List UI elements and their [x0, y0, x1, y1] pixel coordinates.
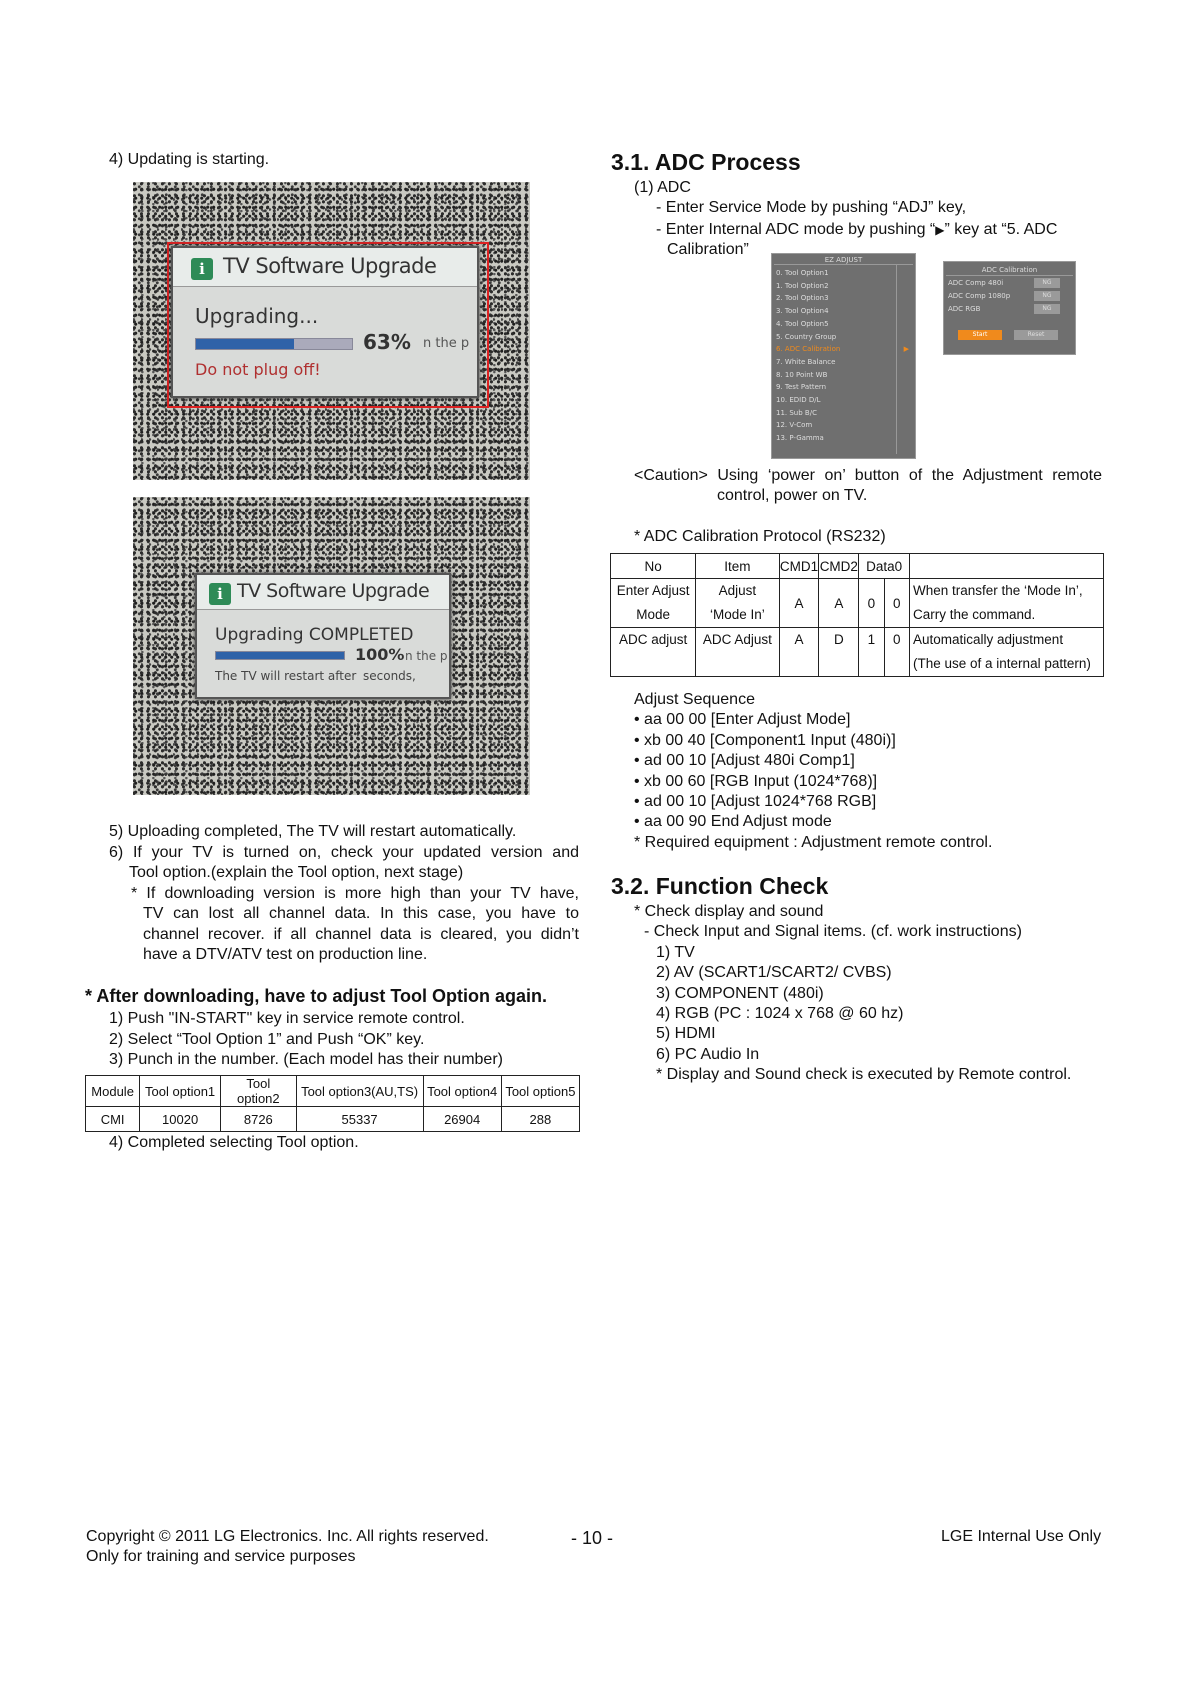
- sequence-item: • xb 00 60 [RGB Input (1024*768)]: [634, 773, 878, 790]
- table-cell: 288: [501, 1107, 579, 1132]
- sequence-item: • aa 00 00 [Enter Adjust Mode]: [634, 711, 851, 728]
- required-equipment: * Required equipment : Adjustment remote control.: [634, 834, 993, 851]
- ez-adjust-item: 13. P-Gamma: [776, 434, 824, 443]
- progress-percent: 63%: [363, 330, 411, 354]
- tool-option-table: [85, 1075, 580, 1132]
- table-cell: D: [819, 628, 859, 677]
- upgrade-status: Upgrading...: [195, 304, 319, 328]
- step-5-text: 5) Uploading completed, The TV will restart automatically.: [109, 823, 517, 840]
- adc-cal-row: ADC Comp 1080p: [948, 292, 1011, 300]
- function-check-item: 5) HDMI: [656, 1025, 716, 1042]
- table-cell: ADC adjust: [611, 628, 696, 677]
- upgrade-progress-bar: [195, 338, 353, 350]
- function-check-item: 3) COMPONENT (480i): [656, 985, 824, 1002]
- ez-adjust-item: 3. Tool Option4: [776, 307, 829, 316]
- ez-adjust-item: 5. Country Group: [776, 332, 837, 341]
- ez-adjust-item: 6. ADC Calibration: [776, 345, 841, 354]
- ez-adjust-item: 9. Test Pattern: [776, 383, 827, 392]
- table-cell: ADC Adjust: [696, 628, 779, 677]
- note-line-2: TV can lost all channel data. In this case, you have to: [143, 905, 579, 922]
- completed-progress-bar: [215, 651, 345, 660]
- step-6-text: 6) If your TV is turned on, check your updated version and: [109, 844, 579, 861]
- table-cell: CMI: [86, 1107, 140, 1132]
- table-row: [86, 1107, 580, 1132]
- ez-adjust-item: 11. Sub B/C: [776, 408, 817, 417]
- warning-text: Do not plug off!: [195, 360, 321, 379]
- dialog-title: TV Software Upgrade: [223, 254, 437, 278]
- dialog-header: [173, 248, 477, 287]
- after-step-3: 3) Punch in the number. (Each model has their number): [109, 1051, 503, 1068]
- adc-step-2-cont: Calibration”: [667, 241, 749, 258]
- sequence-item: • aa 00 90 End Adjust mode: [634, 813, 832, 830]
- upgrade-completed-photo: [133, 497, 530, 795]
- ez-adjust-item: 2. Tool Option3: [776, 294, 829, 303]
- ez-adjust-item: 1. Tool Option2: [776, 281, 829, 290]
- adc-cal-row: ADC Comp 480i: [948, 279, 1004, 287]
- adc-step-1: - Enter Service Mode by pushing “ADJ” key,: [656, 199, 967, 216]
- background-cutoff-text: n the p: [405, 649, 448, 663]
- after-step-4: 4) Completed selecting Tool option.: [109, 1134, 359, 1151]
- table-cell: 8726: [221, 1107, 297, 1132]
- ez-adjust-item: 8. 10 Point WB: [776, 370, 828, 379]
- section-3-2-heading: 3.2. Function Check: [611, 873, 829, 899]
- adc-cal-value: NG: [1034, 304, 1060, 314]
- restart-note: The TV will restart after: [215, 669, 357, 683]
- upgrade-progress-photo: [133, 182, 530, 480]
- adc-cal-row: ADC RGB: [948, 305, 981, 313]
- table-header-cell: Tool option5: [501, 1076, 579, 1107]
- ez-adjust-item: 10. EDID D/L: [776, 396, 821, 404]
- adc-step-2-part-b: ” key at “5. ADC: [944, 221, 1058, 238]
- background-cutoff-text: n the p: [423, 336, 470, 351]
- ez-adjust-item: 12. V-Com: [776, 421, 813, 430]
- step-4-text: 4) Updating is starting.: [109, 151, 270, 168]
- step-6-text-cont: Tool option.(explain the Tool option, next stage): [129, 864, 464, 881]
- table-header-cell: Module: [86, 1076, 140, 1107]
- function-check-line-1: * Check display and sound: [634, 903, 824, 920]
- function-check-item: 1) TV: [656, 944, 695, 961]
- after-step-1: 1) Push "IN-START" key in service remote control.: [109, 1010, 465, 1027]
- adc-cal-value: NG: [1034, 278, 1060, 288]
- function-check-item: 4) RGB (PC : 1024 x 768 @ 60 hz): [656, 1005, 904, 1022]
- function-check-item: 6) PC Audio In: [656, 1046, 760, 1063]
- table-header-cell: Item: [696, 554, 779, 579]
- adc-cal-title: ADC Calibration: [981, 266, 1038, 274]
- function-check-line-2: - Check Input and Signal items. (cf. work instructions): [644, 923, 1022, 940]
- table-header-cell: CMD2: [819, 554, 859, 579]
- table-cell: Automatically adjustment (The use of a internal pattern): [910, 628, 1104, 677]
- table-cell: When transfer the ‘Mode In’, Carry the command.: [910, 579, 1104, 628]
- note-line-1: * If downloading version is more high than your TV have,: [131, 885, 579, 902]
- table-cell: 0: [884, 579, 909, 628]
- table-cell: Enter Adjust Mode: [611, 579, 696, 628]
- protocol-title: * ADC Calibration Protocol (RS232): [634, 528, 886, 545]
- adc-step-2-part-a: - Enter Internal ADC mode by pushing “: [656, 221, 936, 238]
- table-cell: A: [819, 579, 859, 628]
- dialog-header: [197, 575, 449, 610]
- adc-calibration-menu: [943, 261, 1076, 355]
- table-cell: A: [779, 628, 819, 677]
- menu-divider: [946, 275, 1073, 276]
- menu-divider: [774, 264, 913, 265]
- ez-adjust-item: 4. Tool Option5: [776, 319, 829, 328]
- progress-percent: 100%: [355, 645, 405, 664]
- sequence-item: • ad 00 10 [Adjust 480i Comp1]: [634, 752, 855, 769]
- function-check-item: 2) AV (SCART1/SCART2/ CVBS): [656, 964, 892, 981]
- table-header-cell: [910, 554, 1104, 579]
- footer-copyright: Copyright © 2011 LG Electronics. Inc. All rights reserved.: [86, 1528, 489, 1545]
- footer-internal: LGE Internal Use Only: [941, 1528, 1102, 1545]
- table-cell: 0: [884, 628, 909, 677]
- completed-status: Upgrading COMPLETED: [215, 625, 414, 645]
- progress-fill: [216, 652, 344, 659]
- sequence-item: • xb 00 40 [Component1 Input (480i)]: [634, 732, 896, 749]
- table-header-cell: Tool option3(AU,TS): [296, 1076, 423, 1107]
- function-check-note: * Display and Sound check is executed by Remote control.: [656, 1066, 1072, 1083]
- table-cell: 0: [859, 579, 884, 628]
- ez-adjust-title: EZ ADJUST: [824, 256, 863, 264]
- reset-button[interactable]: Reset: [1014, 330, 1058, 340]
- page-number: - 10 -: [571, 1528, 614, 1548]
- adc-protocol-table: [610, 553, 1104, 677]
- table-row: [611, 579, 1104, 628]
- table-header-cell: Tool option2: [221, 1076, 297, 1107]
- table-header-cell: Data0: [859, 554, 910, 579]
- table-header-cell: Tool option1: [140, 1076, 221, 1107]
- adc-subheading: (1) ADC: [634, 179, 691, 196]
- after-step-2: 2) Select “Tool Option 1” and Push “OK” key.: [109, 1031, 425, 1048]
- completed-dialog: [195, 573, 451, 699]
- sequence-item: • ad 00 10 [Adjust 1024*768 RGB]: [634, 793, 877, 810]
- table-cell: 55337: [296, 1107, 423, 1132]
- table-row: [611, 628, 1104, 677]
- start-button[interactable]: Start: [958, 330, 1002, 340]
- note-line-3: channel recover. if all channel data is cleared, you didn’t: [143, 926, 579, 943]
- caution-line-1: <Caution> Using ‘power on’ button of the Adjustment remote: [634, 467, 1102, 484]
- ez-adjust-item: 0. Tool Option1: [776, 269, 829, 277]
- menu-scroll-divider: [896, 264, 897, 454]
- table-cell: A: [779, 579, 819, 628]
- table-cell: 26904: [423, 1107, 501, 1132]
- right-arrow-icon: ▶: [935, 223, 945, 237]
- info-icon: i: [191, 258, 213, 280]
- ez-adjust-menu: [771, 253, 916, 459]
- table-header-cell: No: [611, 554, 696, 579]
- table-cell: 10020: [140, 1107, 221, 1132]
- upgrade-dialog: [171, 246, 479, 398]
- section-3-1-heading: 3.1. ADC Process: [611, 149, 801, 175]
- dialog-title: TV Software Upgrade: [237, 580, 430, 602]
- table-cell: Adjust ‘Mode In’: [696, 579, 779, 628]
- table-header-cell: Tool option4: [423, 1076, 501, 1107]
- restart-seconds: seconds,: [363, 669, 416, 683]
- table-header-cell: CMD1: [779, 554, 819, 579]
- table-header-row: [86, 1076, 580, 1107]
- table-cell: 1: [859, 628, 884, 677]
- adc-cal-value: NG: [1034, 291, 1060, 301]
- ez-adjust-item: 7. White Balance: [776, 357, 836, 366]
- info-icon: i: [209, 583, 231, 605]
- footer-training: Only for training and service purposes: [86, 1548, 356, 1565]
- after-download-heading: * After downloading, have to adjust Tool Option again.: [85, 986, 547, 1006]
- progress-fill: [196, 339, 294, 349]
- selected-arrow-icon: ▶: [903, 345, 909, 353]
- note-line-4: have a DTV/ATV test on production line.: [143, 946, 428, 963]
- caution-line-2: control, power on TV.: [717, 487, 868, 504]
- adjust-sequence-title: Adjust Sequence: [634, 691, 755, 708]
- adc-step-2: [656, 220, 1102, 240]
- table-header-row: [611, 554, 1104, 579]
